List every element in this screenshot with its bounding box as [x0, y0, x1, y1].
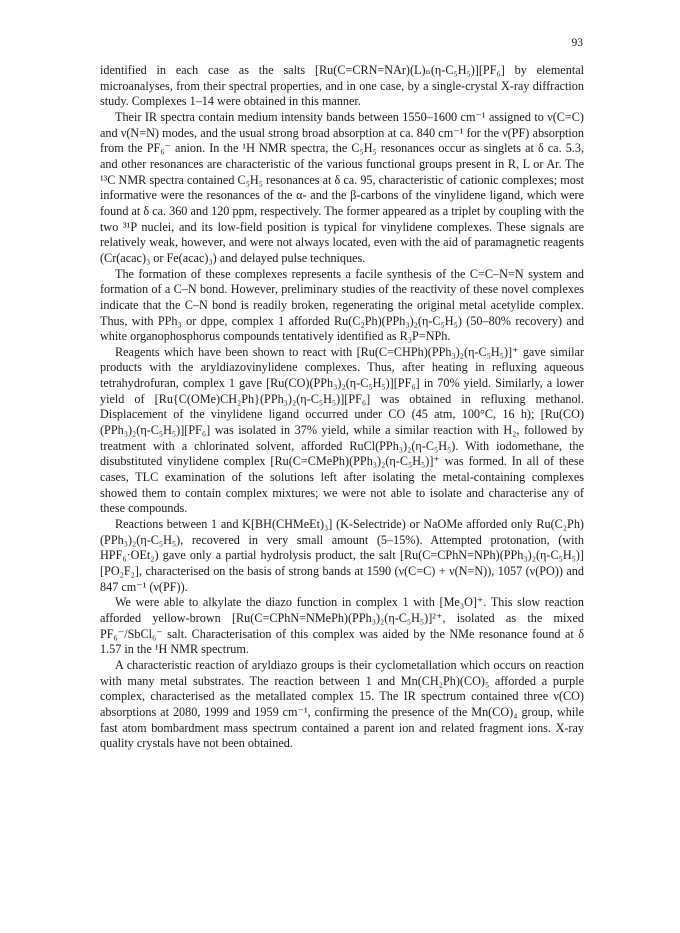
- paragraph: Their IR spectra contain medium intensity bands between 1550–1600 cm⁻¹ assigned to ν(C=C) and ν(N=N) modes, and the usual strong broad absorption at ca. 840 cm⁻¹ for the ν(PF) absorption from the PF₆⁻ anion. In the ¹H NMR spectra, the C₅H₅ resonances occur as singlets at δ ca. 5.3, and other resonances are characteristic of the various functional groups present in R, L or Ar. The ¹³C NMR spectra contained C₅H₅ resonances at δ ca. 95, characteristic of cationic complexes; most informative were the resonances of the α- and the β-carbons of the vinylidene ligand, which were found at δ ca. 360 and 120 ppm, respectively. The former appeared as a triplet by coupling with the two ³¹P nuclei, and its low-field position is typical for vinylidene complexes. These signals are relatively weak, however, and were not always located, even with the aid of paramagnetic reagents (Cr(acac)₃ or Fe(acac)₃) and delayed pulse techniques.: [100, 109, 584, 265]
- paragraph: Reagents which have been shown to react with [Ru(C=CHPh)(PPh₃)₂(η-C₅H₅)]⁺ gave similar products with the aryldiazovinylidene complexes. Thus, after heating in refluxing aqueous tetrahydrofuran, complex 1 gave [Ru(CO)(PPh₃)₂(η-C₅H₅)][PF₆] in 70% yield. Similarly, a lower yield of [Ru{C(OMe)CH₂Ph}(PPh₃)₂(η-C₅H₅)][PF₆] was obtained in refluxing methanol. Displacement of the vinylidene ligand occurred under CO (45 atm, 100°C, 16 h); [Ru(CO)(PPh₃)₂(η-C₅H₅)][PF₆] was isolated in 37% yield, while a similar reaction with H₂, followed by treatment with a chlorinated solvent, afforded RuCl(PPh₃)₂(η-C₅H₅). With iodomethane, the disubstituted vinylidene complex [Ru(C=CMePh)(PPh₃)₂(η-C₅H₅)]⁺ was formed. In all of these cases, TLC examination of the solutions left after isolating the metal-containing complexes showed them to contain complex mixtures; we were not able to isolate and characterise any of these compounds.: [100, 344, 584, 516]
- paragraph: A characteristic reaction of aryldiazo groups is their cyclometallation which occurs on reaction with many metal substrates. The reaction between 1 and Mn(CH₂Ph)(CO)₅ afforded a purple complex, characterised as the metallated complex 15. The IR spectrum contained three ν(CO) absorptions at 2080, 1999 and 1959 cm⁻¹, confirming the presence of the Mn(CO)₄ group, while fast atom bombardment mass spectrum contained a parent ion and related fragment ions. X-ray quality crystals have not been obtained.: [100, 657, 584, 751]
- paragraph: We were able to alkylate the diazo function in complex 1 with [Me₃O]⁺. This slow reaction afforded yellow-brown [Ru(C=CPhN=NMePh)(PPh₃)₂(η-C₅H₅)]²⁺, isolated as the mixed PF₆⁻/SbCl₆⁻ salt. Characterisation of this complex was aided by the NMe resonance found at δ 1.57 in the ¹H NMR spectrum.: [100, 595, 584, 657]
- page-number: 93: [571, 37, 583, 49]
- body-text: [100, 63, 584, 752]
- paragraph: Reactions between 1 and K[BH(CHMeEt)₃] (K-Selectride) or NaOMe afforded only Ru(C₂Ph)(PPh₃)₂(η-C₅H₅), recovered in very small amount (5–15%). Attempted protonation, (with HPF₆·OEt₂) gave only a partial hydrolysis product, the salt [Ru(C=CPhN=NPh)(PPh₃)₂(η-C₅H₅)][PO₂F₂], characterised on the basis of strong bands at 1590 (ν(C=C) + ν(N=N)), 1057 (ν(PO)) and 847 cm⁻¹ (ν(PF)).: [100, 517, 584, 594]
- paragraph: The formation of these complexes represents a facile synthesis of the C=C–N=N system and formation of a C–N bond. However, preliminary studies of the reactivity of these novel complexes indicate that the C–N bond is readily broken, regenerating the original metal acetylide complex. Thus, with PPh₃ or dppe, complex 1 afforded Ru(C₂Ph)(PPh₃)₂(η-C₅H₅) (50–80% recovery) and white organophosphorus compounds tentatively identified as R₃P=NPh.: [100, 266, 584, 344]
- paragraph: identified in each case as the salts [Ru(C=CRN=NAr)(L)ₙ(η-C₅H₅)][PF₆] by elemental microanalyses, from their spectral properties, and in one case, by a single-crystal X-ray diffraction study. Complexes 1–14 were obtained in this manner.: [100, 63, 584, 109]
